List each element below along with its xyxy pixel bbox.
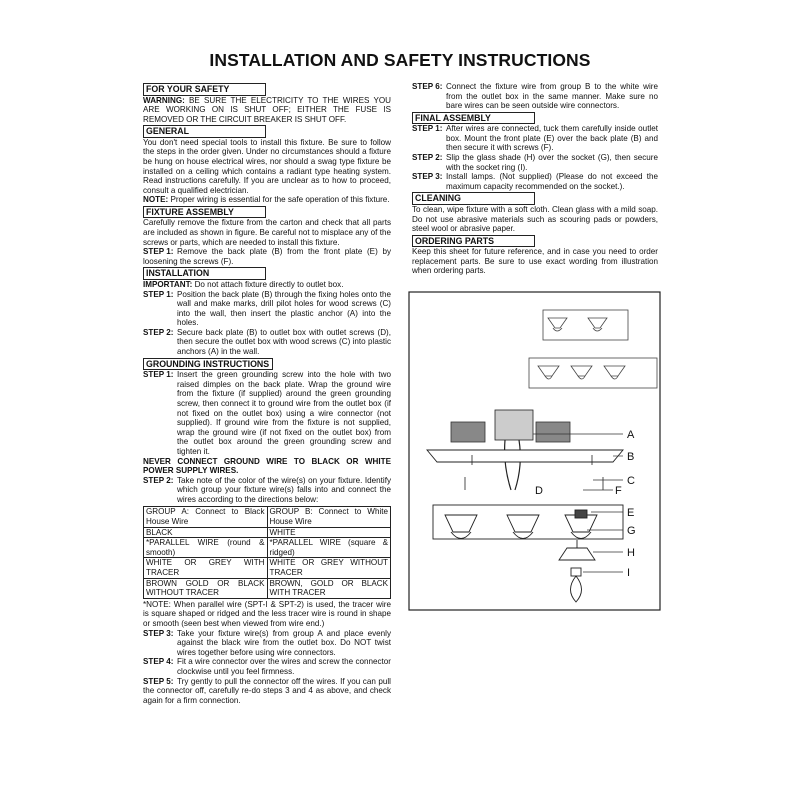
wire-group-table [143, 506, 391, 598]
step-text: Connect the fixture wire from group B to the white wire from the outlet box in the same manner. Make sure no bare wires can be seen outside wire connectors. [446, 82, 658, 111]
fixture-assembly-step-1 [143, 247, 391, 266]
section-header-ordering-parts: ORDERING PARTS [412, 235, 535, 248]
table-row [144, 578, 391, 598]
part-label-i: I [627, 567, 631, 579]
section-header-safety: FOR YOUR SAFETY [143, 83, 266, 96]
parallel-wire-note: *NOTE: When parallel wire (SPT-I & SPT-2) is used, the tracer wire is square shaped or ridged and the less tracer wire is round in shape or smooth (seen best when viewed from wire end.) [143, 599, 391, 628]
fixture-assembly-text: Carefully remove the fixture from the carton and check that all parts are included as shown in figure. Be careful not to misplace any of the screws or parts, which are needed to install this fixture. [143, 218, 391, 247]
step-label: STEP 4: [143, 657, 174, 667]
step-text: Fit a wire connector over the wires and screw the connector clockwise until you feel firmness. [177, 657, 391, 676]
table-cell: BLACK [144, 527, 268, 538]
table-cell: *PARALLEL WIRE (square & ridged) [267, 538, 391, 558]
ordering-text: Keep this sheet for future reference, and in case you need to order replacement parts. Be sure to use exact wording from illustration when ordering parts. [412, 247, 658, 276]
table-cell: GROUP B: Connect to White House Wire [267, 507, 391, 527]
part-label-c: C [627, 475, 635, 487]
step-label: STEP 3: [143, 628, 174, 638]
section-header-installation: INSTALLATION [143, 267, 266, 280]
table-cell: WHITE [267, 527, 391, 538]
step-text: Slip the glass shade (H) over the socket (G), then secure with the socket ring (I). [446, 153, 658, 172]
part-label-f: F [615, 485, 622, 497]
fixture-exploded-diagram [407, 290, 662, 612]
step-label: STEP 1: [143, 289, 174, 299]
section-header-final-assembly: FINAL ASSEMBLY [412, 112, 535, 125]
step-text: Position the back plate (B) through the fixing holes onto the wall and make marks, drill pilot holes for wood screws (C) into the wall, then insert the plastic anchor (A) into the holes. [177, 289, 391, 328]
back-plate [427, 450, 623, 462]
grounding-step-3 [143, 629, 391, 658]
section-header-fixture-assembly: FIXTURE ASSEMBLY [143, 206, 266, 219]
step-label: STEP 5: [143, 676, 174, 686]
section-header-grounding: GROUNDING INSTRUCTIONS [143, 358, 273, 371]
grounding-step-4 [143, 657, 391, 676]
three-light-fixture-thumbnail [529, 358, 657, 388]
grounding-step-6 [412, 82, 658, 111]
part-label-b: B [627, 451, 635, 463]
step-label: STEP 2: [412, 153, 443, 163]
table-row [144, 558, 391, 578]
two-light-fixture-thumbnail [543, 310, 628, 340]
warning-text: BE SURE THE ELECTRICITY TO THE WIRES YOU ARE WORKING ON IS SHUT OFF; EITHER THE FUSE IS REMOVED OR THE CIRCUIT BREAKER IS SHUT OFF. [143, 95, 391, 124]
grounding-step-2 [143, 476, 391, 505]
table-row [144, 527, 391, 538]
step-text: Take your fixture wire(s) from group A and place evenly against the black wire from the outlet box. Do NOT twist wires together before using wire connectors. [177, 628, 391, 657]
warning-label: WARNING: [143, 95, 185, 105]
page-title: INSTALLATION AND SAFETY INSTRUCTIONS [209, 50, 591, 70]
step-label: STEP 2: [143, 475, 174, 485]
step-label: STEP 1: [143, 247, 174, 257]
final-assembly-step-3 [412, 172, 658, 191]
final-assembly-step-2 [412, 153, 658, 172]
section-header-cleaning: CLEANING [412, 192, 535, 205]
section-header-general: GENERAL [143, 125, 266, 138]
step-text: Insert the green grounding screw into the hole with two raised dimples on the back plate. Wrap the ground wire from the fixture (if supplied) around the green grounding screw, then connect it to ground wire from the outlet box (if not fixed on the outlet box) using a wire connector (not supplied). If ground wire from the fixture is not supplied, wrap the ground wire (if not fixed on the outlet box) from the outlet box around the green grounding screw and tighten it. [177, 370, 391, 456]
table-cell: BROWN, GOLD OR BLACK WITH TRACER [267, 578, 391, 598]
step-text: Try gently to pull the connector off the wires. If you can pull the connector off, carefully re-do steps 3 and 4 as above, and check again for a firm connection. [143, 676, 391, 705]
note-label: NOTE: [143, 195, 169, 205]
installation-step-2 [143, 328, 391, 357]
step-text: Remove the back plate (B) from the front plate (E) by loosening the screws (F). [143, 247, 391, 266]
part-label-e: E [627, 507, 635, 519]
final-assembly-step-1 [412, 124, 658, 153]
general-text: You don't need special tools to install this fixture. Be sure to follow the steps in the order given. Under no circumstances should a fixture be hung on house electrical wires, nor should a swag type fixture be installed on a ceiling which contains a radiant type heating system. Read instructions carefully. If you are unclear as to how to proceed, consult a qualified electrician. [143, 137, 391, 195]
part-label-g: G [627, 525, 636, 537]
table-cell: BROWN GOLD OR BLACK WITHOUT TRACER [144, 578, 268, 598]
part-label-d: D [535, 485, 543, 497]
important-text: Do not attach fixture directly to outlet box. [194, 279, 344, 289]
table-cell: WHITE OR GREY WITHOUT TRACER [267, 558, 391, 578]
step-label: STEP 6: [412, 82, 443, 91]
part-label-h: H [627, 547, 635, 559]
grounding-step-1 [143, 370, 391, 456]
installation-step-1 [143, 290, 391, 328]
step-label: STEP 1: [412, 124, 443, 134]
general-note [143, 195, 391, 205]
left-column [143, 82, 391, 705]
table-cell: *PARALLEL WIRE (round & smooth) [144, 538, 268, 558]
grounding-step-5 [143, 677, 391, 706]
step-text: Install lamps. (Not supplied) (Please do not exceed the maximum capacity recommended on the socket.). [446, 172, 658, 191]
grounding-never-warning: NEVER CONNECT GROUND WIRE TO BLACK OR WHITE POWER SUPPLY WIRES. [143, 456, 391, 476]
step-text: After wires are connected, tuck them carefully inside outlet box. Mount the front plate (E) over the back plate (B) and then secure it with screws (F). [446, 124, 658, 153]
step-text: Secure back plate (B) to outlet box with outlet screws (D), then secure the outlet box with wood screws (C) into plastic anchors (A) in the wall. [177, 327, 391, 357]
right-column [412, 82, 658, 276]
step-label: STEP 1: [143, 370, 174, 380]
safety-warning [143, 96, 391, 125]
step-label: STEP 3: [412, 172, 443, 182]
installation-important [143, 280, 391, 290]
step-label: STEP 2: [143, 327, 174, 337]
step-text: Take note of the color of the wire(s) on your fixture. Identify which group your fixture wire(s) falls into and connect the wires according to the directions below: [177, 475, 391, 504]
important-label: IMPORTANT: [143, 279, 193, 289]
table-cell: WHITE OR GREY WITH TRACER [144, 558, 268, 578]
table-row [144, 507, 391, 527]
part-label-a: A [627, 429, 635, 441]
note-text: Proper wiring is essential for the safe operation of this fixture. [170, 195, 390, 205]
cleaning-text: To clean, wipe fixture with a soft cloth. Clean glass with a mild soap. Do not use abrasive materials such as scouring pads or powders, steel wool or abrasive paper. [412, 204, 658, 234]
table-cell: GROUP A: Connect to Black House Wire [144, 507, 268, 527]
table-row [144, 538, 391, 558]
